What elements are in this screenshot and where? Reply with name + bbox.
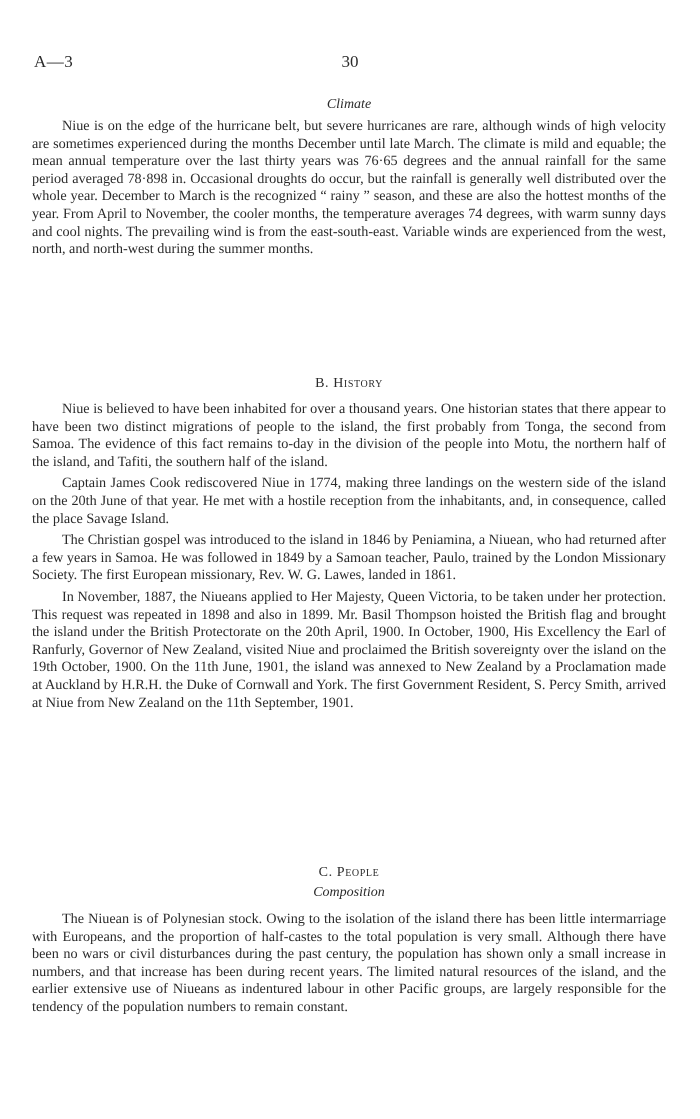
history-paragraph-1: Niue is believed to have been inhabited for over a thousand years. One historian states that there appear to have been two distinct migrations of people to the island, the first probably from Tonga, the second from Samoa. The evidence of this fact remains to-day in the division of the people into Motu, the northern half of the island, and Tafiti, the southern half of the island. [32, 401, 666, 470]
page-number: 30 [341, 52, 359, 71]
history-paragraph-3: The Christian gospel was introduced to the island in 1846 by Peniamina, a Niuean, who had returned after a few years in Samoa. He was followed in 1849 by a Samoan teacher, Paulo, trained by the London Missionary Society. The first European missionary, Rev. W. G. Lawes, landed in 1861. [32, 532, 666, 584]
history-section [32, 375, 666, 712]
history-paragraph-2: Captain James Cook rediscovered Niue in 1774, making three landings on the western side of the island on the 20th June of that year. He met with a hostile reception from the inhabitants, and, in consequence, called the place Savage Island. [32, 475, 666, 527]
people-paragraph-1: The Niuean is of Polynesian stock. Owing to the isolation of the island there has been little intermarriage with Europeans, and the proportion of half-castes to the total population is very small. Although there have been no wars or civil disturbances during the past century, the population has shown only a small increase in numbers, and that increase has been during recent years. The limited natural resources of the island, and the earlier extensive use of Niueans as indentured labour in other Pacific groups, are largely responsible for the tendency of the population numbers to remain constant. [32, 911, 666, 1015]
history-paragraph-4: In November, 1887, the Niueans applied to Her Majesty, Queen Victoria, to be taken under her protection. This request was repeated in 1898 and also in 1899. Mr. Basil Thompson hoisted the British flag and brought the island under the British Protectorate on the 20th April, 1900. In October, 1900, His Excellency the Earl of Ranfurly, Governor of New Zealand, visited Niue and proclaimed the British sovereignty over the island on the 19th October, 1900. On the 11th June, 1901, the island was annexed to New Zealand by a Proclamation made at Auckland by H.R.H. the Duke of Cornwall and York. The first Government Resident, S. Percy Smith, arrived at Niue from New Zealand on the 11th September, 1901. [32, 588, 666, 711]
history-heading: B. History [315, 376, 383, 391]
composition-subheading: Composition [313, 885, 385, 900]
climate-paragraph-1: Niue is on the edge of the hurricane belt, but severe hurricanes are rare, although winds of high velocity are sometimes experienced during the months December until late March. The climate is mild and equable; the mean annual temperature over the last thirty years was 76·65 degrees and the annual rainfall for the same period averaged 78·898 in. Occasional droughts do occur, but the rainfall is generally well distributed over the whole year. December to March is the recognized “ rainy ” season, and these are also the hottest months of the year. From April to November, the cooler months, the temperature averages 74 degrees, with warm sunny days and cool nights. The prevailing wind is from the east-south-east. Variable winds are experienced from the west, north, and north-west during the summer months. [32, 118, 666, 258]
climate-heading: Climate [326, 97, 372, 112]
climate-section [32, 96, 666, 259]
page-reference: A—3 [34, 52, 74, 71]
people-heading: C. People [318, 865, 380, 880]
people-section [32, 864, 666, 1017]
